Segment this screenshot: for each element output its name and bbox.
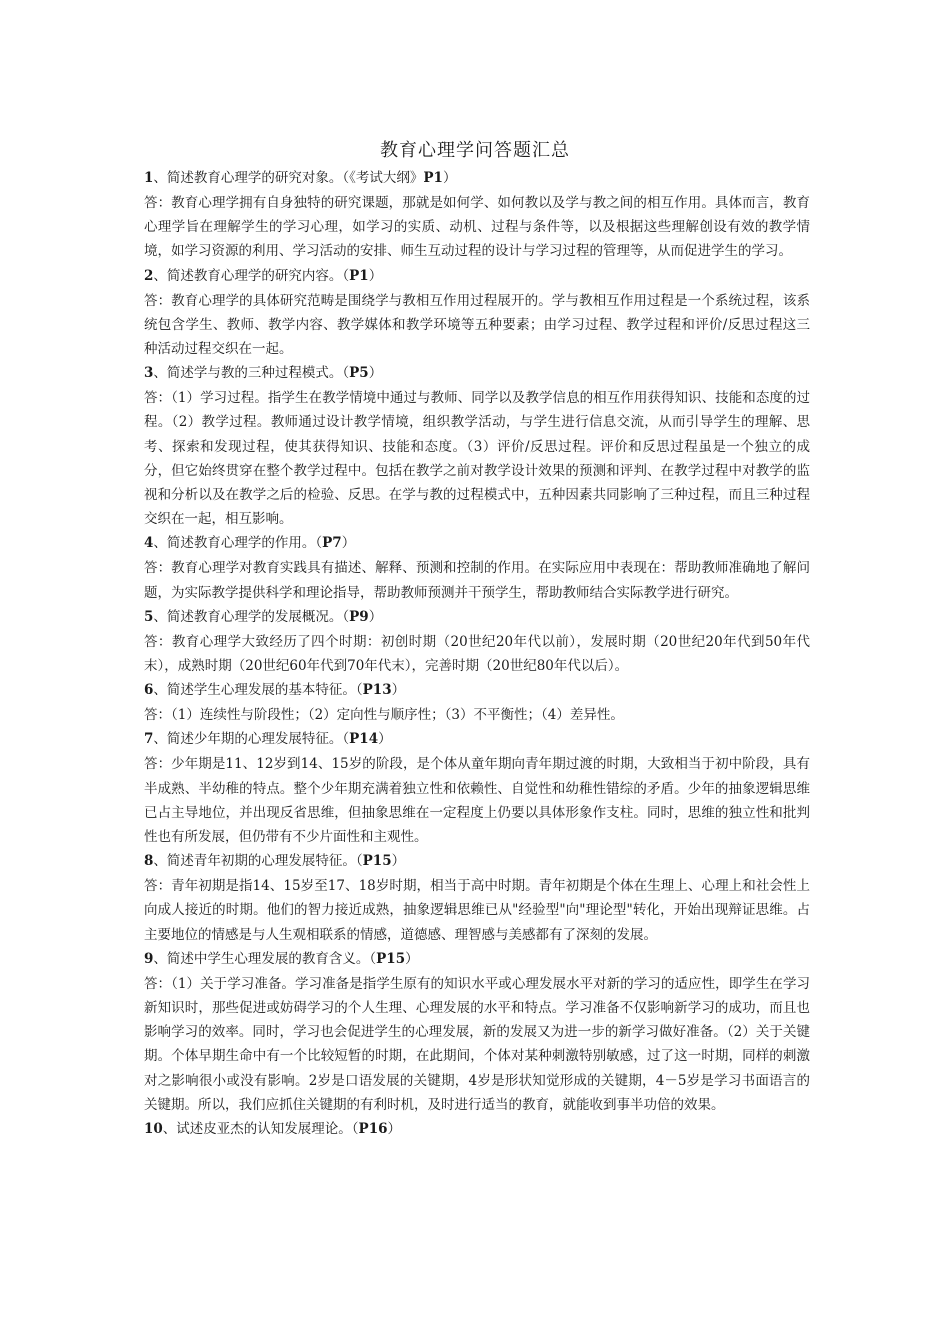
question-number: 8	[144, 853, 154, 870]
answer-text: 答：教育心理学的具体研究范畴是围绕学与教相互作用过程展开的。学与教相互作用过程是一个系统过程，该系统包含学生、教师、教学内容、教学媒体和教学环境等五种要素；由学习过程、教学过程和评价/反思过程这三种活动过程交织在一起。	[144, 292, 810, 358]
page-reference: P1	[349, 267, 369, 284]
question-text: 、简述教育心理学的发展概况。（	[153, 608, 350, 625]
page-reference: P14	[349, 731, 379, 748]
question-number: 4	[144, 535, 154, 552]
question-text: 、简述少年期的心理发展特征。（	[153, 731, 350, 748]
question-close: ）	[387, 1121, 401, 1138]
question-close: ）	[368, 608, 383, 625]
question-number: 9	[144, 950, 154, 967]
question-number: 2	[144, 267, 154, 284]
page-reference: P7	[322, 535, 342, 552]
question-heading	[144, 1117, 810, 1142]
answer-text: 答：青年初期是指14、15岁至17、18岁时期，相当于高中时期。青年初期是个体在生理上、心理上和社会性上向成人接近的时期。他们的智力接近成熟，抽象逻辑思维已从"经验型"向"理论型"转化，开始出现辩证思维。占主要地位的情感是与人生观相联系的情感，道德感、理智感与美感都有了深刻的发展。	[144, 878, 810, 943]
answer-text: 答：教育心理学大致经历了四个时期：初创时期（20世纪20年代以前），发展时期（20世纪20年代到50年代末），成熟时期（20世纪60年代到70年代末），完善时期（20世纪80年代以后）。	[144, 633, 810, 675]
question-text: 、简述中学生心理发展的教育含义。（	[153, 950, 377, 967]
page-reference: P15	[376, 950, 406, 967]
question-close: ）	[405, 950, 419, 967]
answer-text: 答：教育心理学拥有自身独特的研究课题，那就是如何学、如何教以及学与教之间的相互作用。具体而言，教育心理学旨在理解学生的学习心理，如学习的实质、动机、过程与条件等，以及根据这些理解创设有效的教学情境，如学习资源的利用、学习活动的安排、师生互动过程的设计与学习过程的管理等，从而促进学生的学习。	[144, 195, 810, 260]
document-title: 教育心理学问答题汇总	[380, 140, 570, 161]
question-heading	[144, 849, 810, 874]
question-heading	[144, 166, 810, 191]
page-reference: P16	[358, 1121, 388, 1138]
answer-text: 答：少年期是11、12岁到14、15岁的阶段，是个体从童年期向青年期过渡的时期，大致相当于初中阶段，具有半成熟、半幼稚的特点。整个少年期充满着独立性和依赖性、自觉性和幼稚性错综的矛盾。少年的抽象逻辑思维已占主导地位，并出现反省思维，但抽象思维在一定程度上仍要以具体形象作支柱。同时，思维的独立性和批判性也有所发展，但仍带有不少片面性和主观性。	[144, 756, 810, 846]
question-heading	[144, 947, 810, 972]
question-close: ）	[368, 267, 383, 284]
answer-text: 答：（1）关于学习准备。学习准备是指学生原有的知识水平或心理发展水平对新的学习的适应性，即学生在学习新知识时，那些促进或妨碍学习的个人生理、心理发展的水平和特点。学习准备不仅影响新学习的成功，而且也影响学习的效率。同时，学习也会促进学生的心理发展，新的发展又为进一步的新学习做好准备。（2）关于关键期。个体早期生命中有一个比较短暂的时期，在此期间，个体对某种刺激特别敏感，过了这一时期，同样的刺激对之影响很小或没有影响。2岁是口语发展的关键期，4岁是形状知觉形成的关键期，4－5岁是学习书面语言的关键期。所以，我们应抓住关键期的有利时机，及时进行适当的教育，就能收到事半功倍的效果。	[144, 975, 810, 1113]
page-reference: P9	[349, 608, 369, 625]
question-close: ）	[442, 170, 457, 186]
question-text: 、简述教育心理学的作用。（	[153, 535, 323, 552]
question-text: 、简述教育心理学的研究对象。（《考试大纲》	[153, 170, 424, 186]
question-number: 5	[144, 608, 154, 625]
page-reference: P13	[362, 682, 392, 699]
question-text: 、简述教育心理学的研究内容。（	[153, 267, 350, 284]
question-close: ）	[378, 731, 392, 748]
question-close: ）	[391, 853, 406, 870]
question-number: 6	[144, 682, 154, 699]
question-text: 、简述青年初期的心理发展特征。（	[153, 853, 363, 870]
question-heading	[144, 531, 810, 556]
question-heading	[144, 678, 810, 703]
question-number: 7	[144, 731, 154, 748]
qa-list	[144, 166, 810, 1142]
answer-text: 答：（1）学习过程。指学生在教学情境中通过与教师、同学以及教学信息的相互作用获得知识、技能和态度的过程。（2）教学过程。教师通过设计教学情境，组织教学活动，与学生进行信息交流，从而引导学生的理解、思考、探索和发现过程，使其获得知识、技能和态度。（3）评价/反思过程。评价和反思过程虽是一个独立的成分，但它始终贯穿在整个教学过程中。包括在教学之前对教学设计效果的预测和评判、在教学过程中对教学的监视和分析以及在教学之后的检验、反思。在学与教的过程模式中，五种因素共同影响了三种过程，而且三种过程交织在一起，相互影响。	[144, 390, 810, 528]
answer-text: 答：教育心理学对教育实践具有描述、解释、预测和控制的作用。在实际应用中表现在：帮助教师准确地了解问题，为实际教学提供科学和理论指导，帮助教师预测并干预学生，帮助教师结合实际教学进行研究。	[144, 560, 810, 601]
page-reference: P5	[349, 365, 369, 382]
question-heading	[144, 727, 810, 752]
answer-text: 答：（1）连续性与阶段性；（2）定向性与顺序性；（3）不平衡性；（4）差异性。	[144, 707, 624, 724]
question-heading	[144, 264, 810, 289]
question-close: ）	[368, 365, 383, 382]
question-heading	[144, 605, 810, 630]
page-reference: P15	[362, 853, 392, 870]
question-heading	[144, 361, 810, 386]
question-close: ）	[391, 682, 406, 699]
question-close: ）	[341, 535, 356, 552]
question-text: 、试述皮亚杰的认知发展理论。（	[162, 1121, 359, 1138]
question-number: 3	[144, 365, 154, 382]
question-number: 10	[144, 1121, 163, 1138]
question-text: 、简述学生心理发展的基本特征。（	[153, 682, 363, 699]
question-number: 1	[144, 170, 154, 186]
question-text: 、简述学与教的三种过程模式。（	[153, 365, 350, 382]
page-reference: P1	[423, 170, 443, 186]
